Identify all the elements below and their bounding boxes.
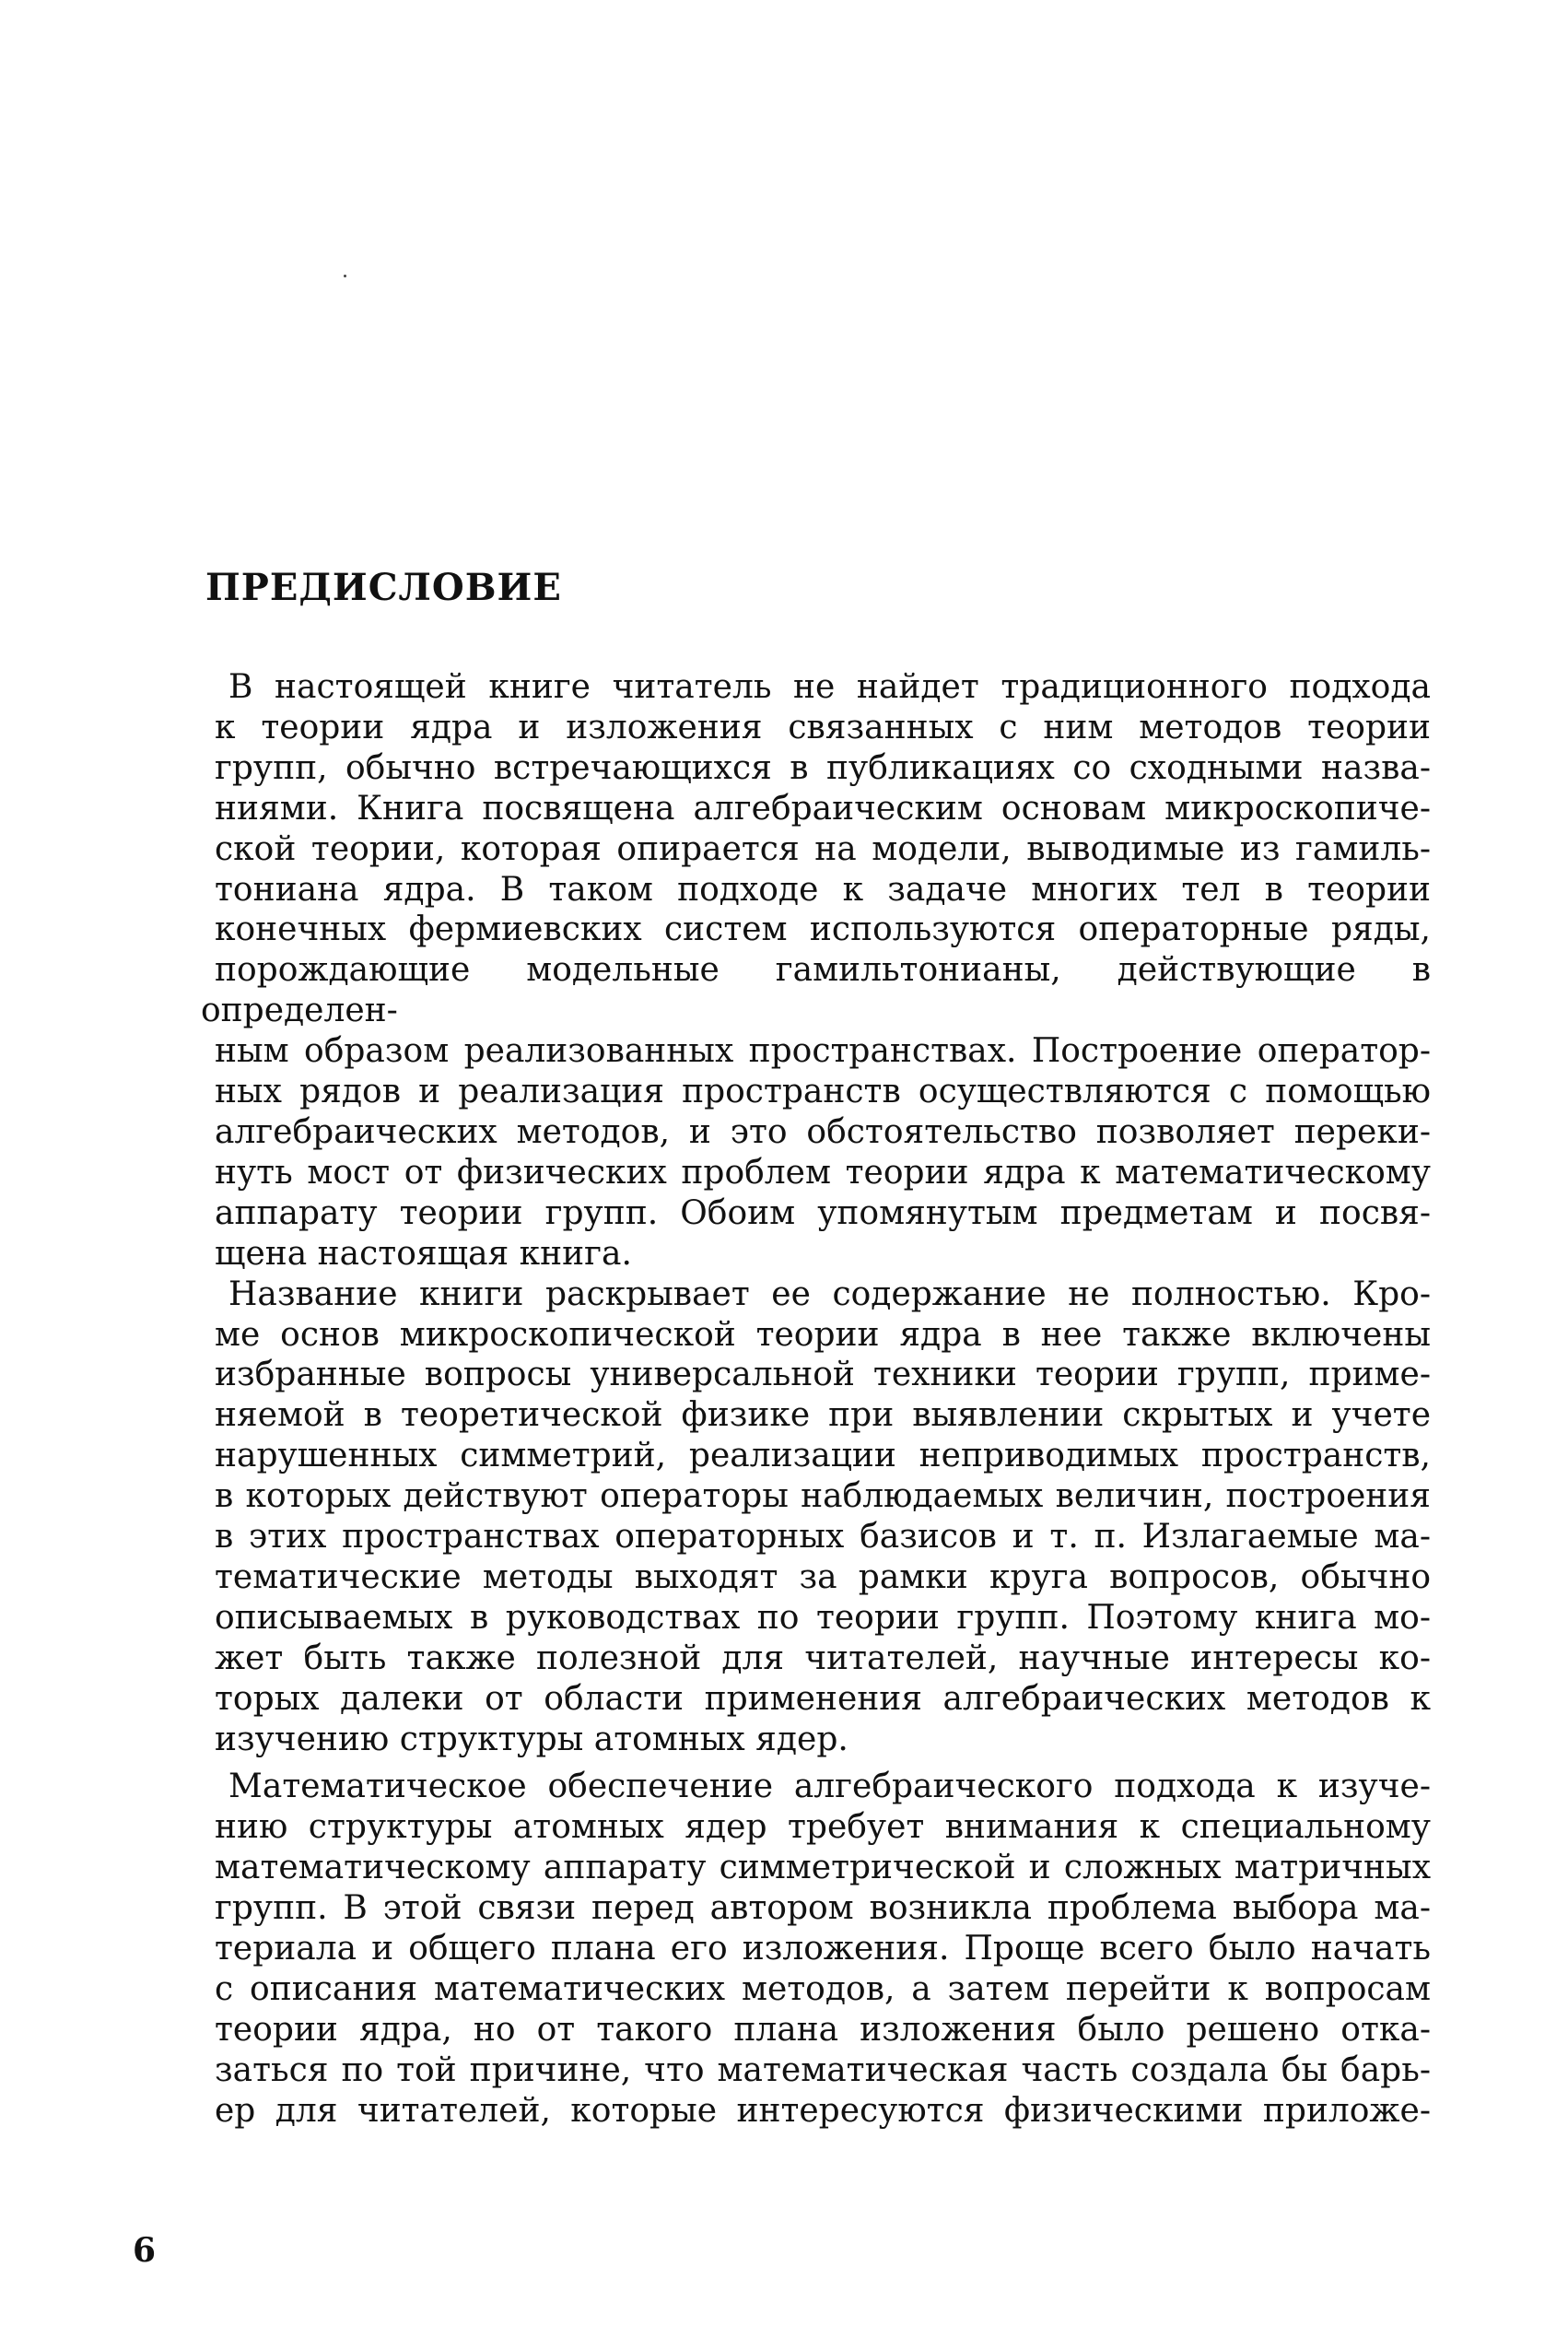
text-line: заться по той причине, что математическая часть создала бы барь- (215, 2050, 1431, 2089)
text-line: конечных фермиевских систем используются операторные ряды, (215, 910, 1431, 949)
paragraph-3 (201, 1767, 1431, 2131)
text-line: в которых действуют операторы наблюдаемых величин, построения (215, 1477, 1431, 1516)
text-line: ниями. Книга посвящена алгебраическим основам микроскопиче- (215, 789, 1431, 828)
text-line: к теории ядра и изложения связанных с ним методов теории (215, 708, 1431, 746)
text-line: алгебраических методов, и это обстоятельство позволяет переки- (215, 1112, 1431, 1151)
text-line: порождающие модельные гамильтонианы, действующие в определен- (201, 951, 1431, 1030)
text-line: ных рядов и реализация пространств осуществляются с помощью (215, 1073, 1431, 1111)
text-line: с описания математических методов, а затем перейти к вопросам (215, 1970, 1431, 2008)
paragraph-1 (201, 667, 1431, 1275)
text-line: ер для читателей, которые интересуются физическими приложе- (215, 2091, 1431, 2130)
text-line: избранные вопросы универсальной техники теории групп, приме- (215, 1356, 1431, 1394)
text-line: торых далеки от области применения алгебраических методов к (215, 1679, 1431, 1718)
text-line: групп, обычно встречающихся в публикациях со сходными назва- (215, 748, 1431, 787)
text-line: териала и общего плана его изложения. Проще всего было начать (215, 1930, 1431, 1968)
text-line: в этих пространствах операторных базисов и т. п. Излагаемые ма- (215, 1518, 1431, 1557)
text-line: ской теории, которая опирается на модели, выводимые из гамиль- (215, 829, 1431, 868)
text-line: В настоящей книге читатель не найдет традиционного подхода (228, 668, 1431, 706)
text-line: няемой в теоретической физике при выявлении скрытых и учете (215, 1396, 1431, 1435)
text-line: нуть мост от физических проблем теории ядра к математическому (215, 1153, 1431, 1192)
text-line: щена настоящая книга. (215, 1234, 632, 1273)
text-line: ным образом реализованных пространствах. Построение оператор- (215, 1032, 1431, 1071)
text-line: теории ядра, но от такого плана изложения было решено отка- (215, 2010, 1431, 2049)
page-title: ПРЕДИСЛОВИЕ (205, 566, 562, 609)
preface-body (201, 667, 1431, 2132)
text-line: нарушенных симметрий, реализации неприводимых пространств, (215, 1437, 1431, 1475)
text-line: ме основ микроскопической теории ядра в нее также включены (215, 1315, 1431, 1354)
paragraph-gap (201, 1759, 1431, 1767)
text-line: математическому аппарату симметрической и сложных матричных (215, 1849, 1431, 1887)
text-line: нию структуры атомных ядер требует внимания к специальному (215, 1808, 1431, 1847)
text-line: описываемых в руководствах по теории групп. Поэтому книга мо- (215, 1598, 1431, 1637)
text-line: жет быть также полезной для читателей, научные интересы ко- (215, 1639, 1431, 1677)
paragraph-2 (201, 1275, 1431, 1760)
text-line: тониана ядра. В таком подходе к задаче многих тел в теории (215, 870, 1431, 909)
page-number: 6 (133, 2231, 157, 2270)
text-line: групп. В этой связи перед автором возникла проблема выбора ма- (215, 1889, 1431, 1928)
scan-speck (344, 275, 346, 277)
text-line: аппарату теории групп. Обоим упомянутым предметам и посвя- (215, 1193, 1431, 1232)
text-line: изучению структуры атомных ядер. (215, 1720, 848, 1758)
text-line: Математическое обеспечение алгебраического подхода к изуче- (228, 1768, 1431, 1806)
text-line: Название книги раскрывает ее содержание не полностью. Кро- (228, 1275, 1431, 1313)
text-line: тематические методы выходят за рамки круга вопросов, обычно (215, 1557, 1431, 1596)
